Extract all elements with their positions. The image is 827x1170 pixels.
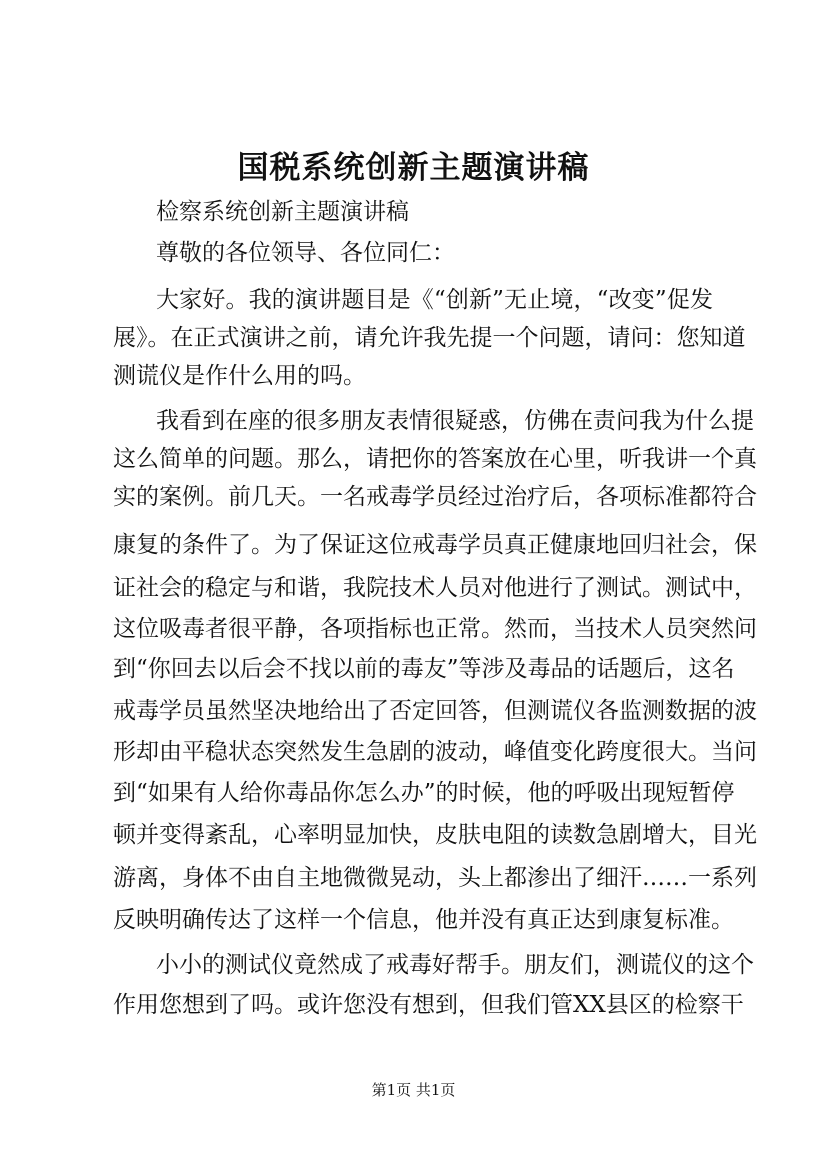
paragraph-line: 到“如果有人给你毒品你怎么办”的时候，他的呼吸出现短暂停 [113, 780, 735, 806]
paragraph-line: 大家好。我的演讲题目是《“创新”无止境，“改变”促发 [156, 287, 713, 313]
subtitle-line: 检察系统创新主题演讲稿 [156, 199, 409, 225]
paragraph-line: 实的案例。前几天。一名戒毒学员经过治疗后，各项标准都符合 [113, 484, 757, 510]
paragraph-line: 反映明确传达了这样一个信息，他并没有真正达到康复标准。 [113, 907, 734, 933]
document-title: 国税系统创新主题演讲稿 [237, 150, 590, 186]
paragraph-line: 康复的条件了。为了保证这位戒毒学员真正健康地回归社会，保 [113, 532, 757, 558]
paragraph-line: 小小的测试仪竟然成了戒毒好帮手。朋友们，测谎仪的这个 [156, 952, 754, 978]
paragraph-line: 游离，身体不由自主地微微晃动，头上都渗出了细汗……一系列 [113, 865, 757, 891]
paragraph-line: 作用您想到了吗。或许您没有想到，但我们管XX县区的检察干 [113, 992, 744, 1018]
page-number-footer: 第1页 共1页 [371, 1081, 456, 1099]
paragraph-line: 这位吸毒者很平静，各项指标也正常。然而，当技术人员突然问 [113, 616, 757, 642]
paragraph-line: 这么简单的问题。那么，请把你的答案放在心里，听我讲一个真 [113, 446, 757, 472]
paragraph-line: 测谎仪是作什么用的吗。 [113, 363, 366, 389]
paragraph-line: 戒毒学员虽然坚决地给出了否定回答，但测谎仪各监测数据的波 [113, 698, 757, 724]
paragraph-line: 顿并变得紊乱，心率明显加快，皮肤电阻的读数急剧增大，目光 [113, 822, 757, 848]
paragraph-line: 形却由平稳状态突然发生急剧的波动，峰值变化跨度很大。当问 [113, 739, 757, 765]
paragraph-line: 到“你回去以后会不找以前的毒友”等涉及毒品的话题后，这名 [113, 656, 735, 682]
paragraph-line: 证社会的稳定与和谐，我院技术人员对他进行了测试。测试中， [113, 575, 757, 601]
paragraph-line: 我看到在座的很多朋友表情很疑惑，仿佛在责问我为什么提 [156, 408, 754, 434]
paragraph-line: 展》。在正式演讲之前，请允许我先提一个问题，请问：您知道 [113, 325, 746, 351]
salutation-line: 尊敬的各位领导、各位同仁： [156, 240, 455, 266]
